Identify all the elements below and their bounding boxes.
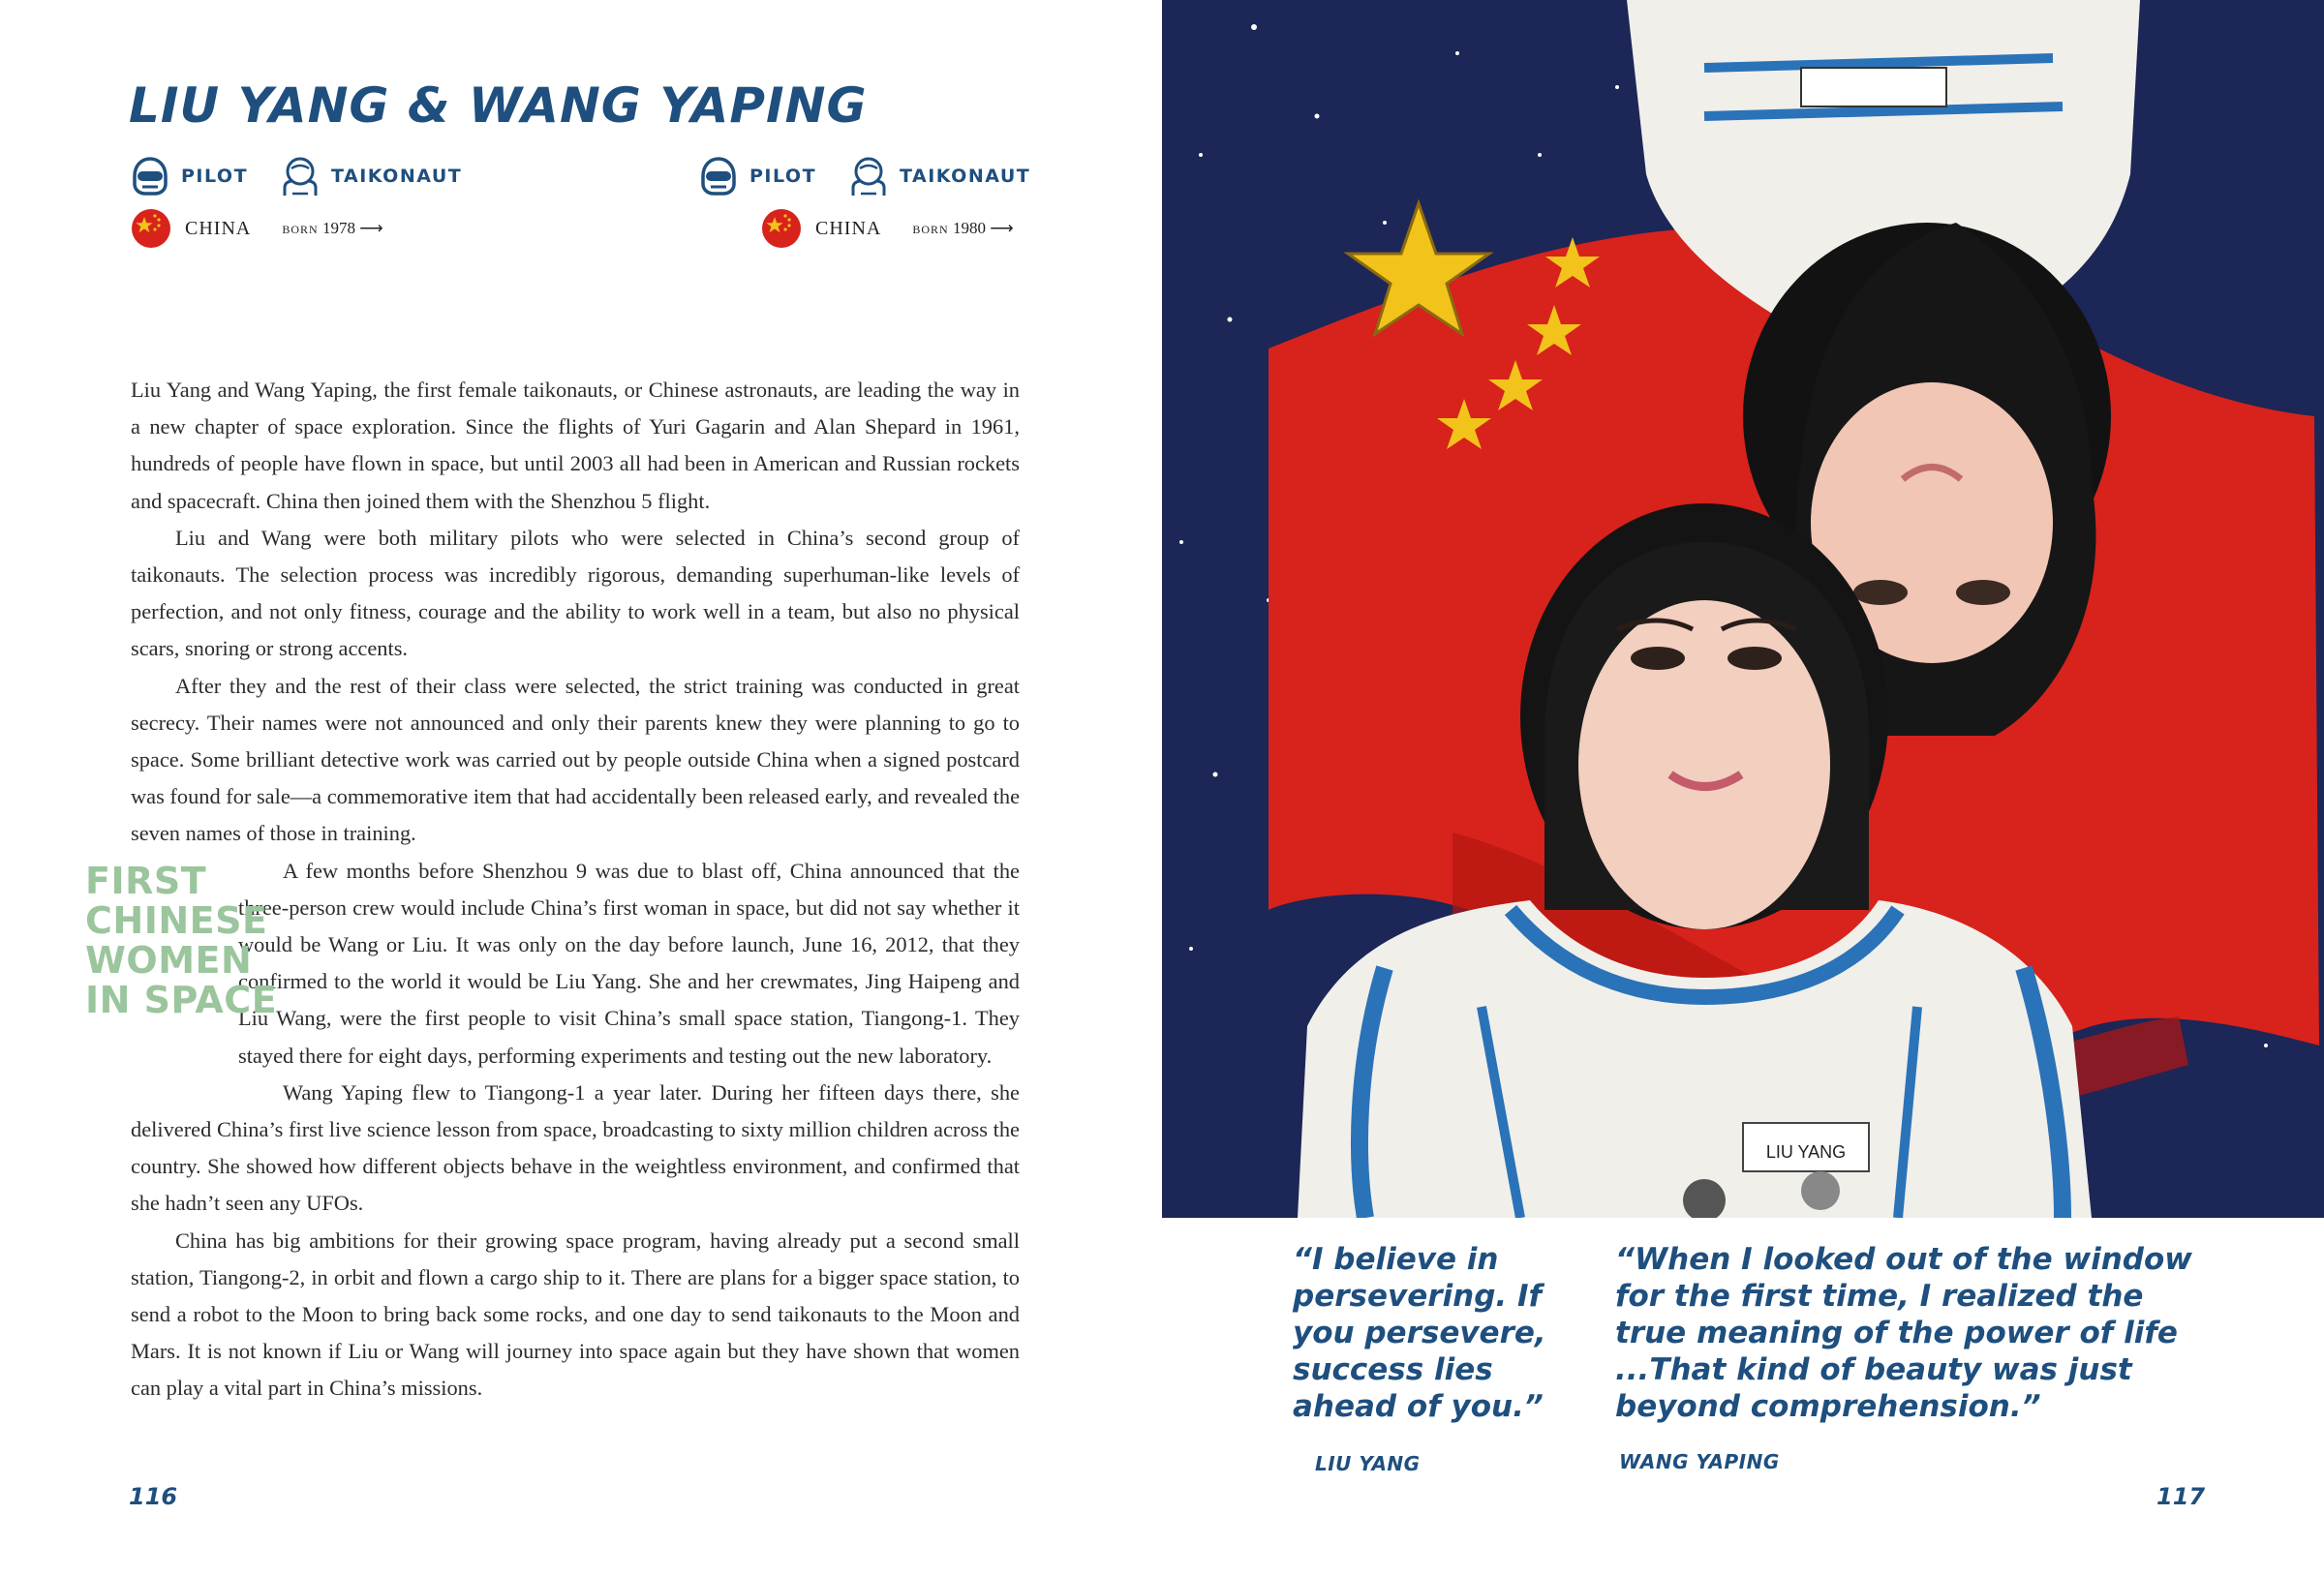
pull-quote: FIRST CHINESE WOMEN IN SPACE	[85, 860, 278, 1021]
paragraph: A few months before Shenzhou 9 was due to blast off, China announced that the three-person crew would include China’s first woman in space, but did not say whether it would be Wang or Liu. It was only on the day before launch, June 16, 2012, that they confirmed to the world it would be Liu Yang. She and her crewmates, Jing Haipeng and Liu Wang, were the first people to visit China’s small space station, Tiangong-1. They stayed there for eight days, performing experiments and testing out the new laboratory.	[238, 858, 1020, 1068]
born-label: born 1980 ⟶	[912, 219, 1014, 237]
page-title: LIU YANG & WANG YAPING	[129, 77, 868, 134]
quote-liu-yang: “I believe in persevering. If you persevere, success lies ahead of you.”	[1293, 1242, 1546, 1424]
role-label: PILOT	[749, 166, 817, 187]
portrait-illustration	[1162, 0, 2324, 1218]
profile-liu-yang-roles	[129, 155, 483, 197]
quote-wang-yaping: “When I looked out of the window for the first time, I realized the true meaning of the power of life ...That kind of beauty was just beyond comprehension.”	[1615, 1242, 2192, 1424]
paragraph: Wang Yaping flew to Tiangong-1 a year later. During her fifteen days there, she delivered China’s first live science lesson from space, broadcasting to sixty million children across the country. She showed how different objects behave in the weightless environment, and confirmed that she hadn’t seen any UFOs.	[131, 1079, 1020, 1216]
profile-wang-yaping-roles	[697, 155, 1052, 197]
pilot-helmet-icon	[697, 155, 740, 197]
occupation-label: TAIKONAUT	[331, 166, 463, 187]
china-flag-icon	[131, 208, 171, 249]
role-label: PILOT	[181, 166, 249, 187]
profile-liu-yang-origin	[131, 207, 383, 250]
quote-author: WANG YAPING	[1619, 1450, 1780, 1473]
country-label: CHINA	[185, 217, 252, 239]
right-page	[1162, 0, 2324, 1576]
country-label: CHINA	[815, 217, 882, 239]
paragraph: China has big ambitions for their growing space program, having already put a second small station, Tiangong-2, in orbit and flown a cargo ship to it. There are plans for a bigger space station, to send a robot to the Moon to bring back some rocks, and one day to send taikonauts to the Moon and Mars. It is not known if Liu or Wang will journey into space again but they have shown that women can play a vital part in China’s missions.	[131, 1227, 1020, 1401]
born-label: born 1978 ⟶	[282, 219, 383, 237]
astronaut-icon	[279, 155, 321, 197]
paragraph: Liu Yang and Wang Yaping, the first female taikonauts, or Chinese astronauts, are leading the way in a new chapter of space exploration. Since the flights of Yuri Gagarin and Alan Shepard in 1961, hundreds of people have flown in space, but until 2003 all had been in American and Russian rockets and spacecraft. China then joined them with the Shenzhou 5 flight.	[131, 378, 1020, 513]
quote-author: LIU YANG	[1315, 1452, 1421, 1475]
profile-wang-yaping-origin	[761, 207, 1014, 250]
page-number: 116	[129, 1483, 178, 1510]
paragraph: Liu and Wang were both military pilots who were selected in China’s second group of taikonauts. The selection process was incredibly rigorous, demanding superhuman-like levels of perfection, and not only fitness, courage and the ability to work well in a team, but also no physical scars, snoring or strong accents.	[131, 525, 1020, 661]
page-number: 117	[2156, 1483, 2206, 1510]
svg-text:LIU YANG: LIU YANG	[1765, 1142, 1847, 1162]
occupation-label: TAIKONAUT	[900, 166, 1031, 187]
pilot-helmet-icon	[129, 155, 171, 197]
paragraph: After they and the rest of their class were selected, the strict training was conducted in great secrecy. Their names were not announced and only their parents knew they were planning to go to space. Some brilliant detective work was carried out by people outside China when a signed postcard was found for sale—a commemorative item that had accidentally been released early, and revealed the seven names of those in training.	[131, 673, 1021, 846]
astronaut-icon	[847, 155, 890, 197]
china-flag-icon	[761, 208, 802, 249]
